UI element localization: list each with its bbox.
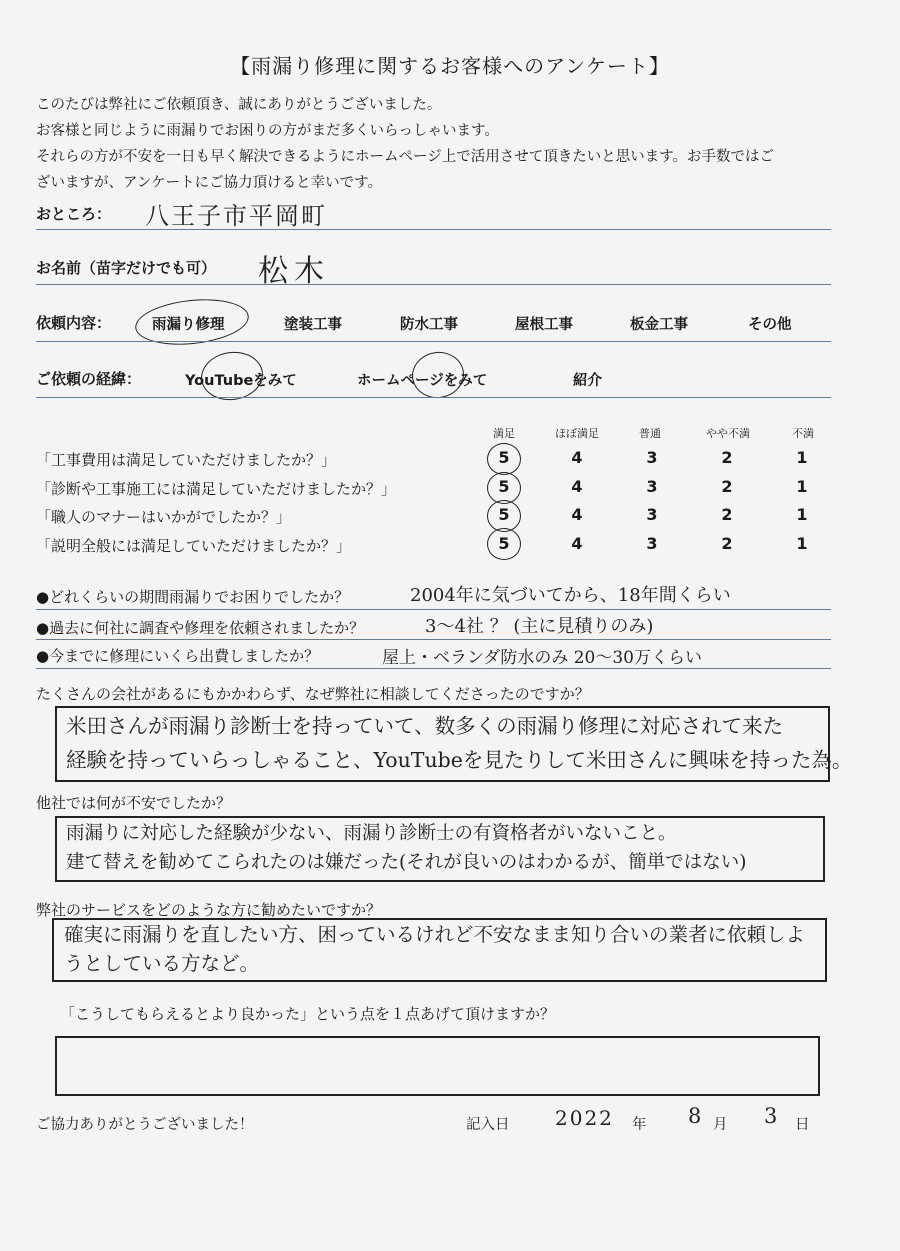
question-reason: たくさんの会社があるにもかかわらず、なぜ弊社に相談してくださったのですか？ xyxy=(36,685,590,703)
answer-rule xyxy=(36,639,831,640)
rating-score[interactable]: 5 xyxy=(498,505,510,524)
selected-circle-mark xyxy=(198,348,266,404)
scale-header-mostly-satisfied: ほぼ満足 xyxy=(555,427,599,440)
rating-score[interactable]: 1 xyxy=(796,534,808,553)
address-rule xyxy=(36,229,831,230)
request-option-other[interactable]: その他 xyxy=(748,317,792,333)
rating-score[interactable]: 2 xyxy=(721,505,733,524)
rating-question-manners: 「職人のマナーはいかがでしたか？」 xyxy=(36,508,292,526)
name-label: お名前（苗字だけでも可） xyxy=(36,259,217,277)
rating-score[interactable]: 4 xyxy=(571,505,583,524)
rating-question-cost: 「工事費用は満足していただけましたか？」 xyxy=(36,451,337,469)
intro-text xyxy=(36,92,836,196)
question-worry: 他社では何が不安でしたか？ xyxy=(36,794,232,812)
rating-score[interactable]: 4 xyxy=(571,477,583,496)
address-label: おところ： xyxy=(36,205,112,223)
date-day-unit: 日 xyxy=(795,1117,810,1133)
request-option-painting[interactable]: 塗装工事 xyxy=(284,317,342,333)
request-rule xyxy=(36,341,831,342)
scale-header-somewhat-dissatisfied: やや不満 xyxy=(706,427,750,440)
request-option-roofing[interactable]: 屋根工事 xyxy=(515,317,573,333)
rating-score[interactable]: 2 xyxy=(721,534,733,553)
rating-score[interactable]: 3 xyxy=(646,448,658,467)
address-value[interactable]: 八王子市平岡町 xyxy=(145,202,327,230)
rating-score[interactable]: 1 xyxy=(796,505,808,524)
rating-score[interactable]: 3 xyxy=(646,505,658,524)
question-spending: ●今までに修理にいくら出費しましたか？ xyxy=(36,647,320,665)
answer-line: 雨漏りに対応した経験が少ない、雨漏り診断士の有資格者がいないこと。 xyxy=(66,823,677,844)
rating-score[interactable]: 5 xyxy=(498,534,510,553)
rating-score[interactable]: 1 xyxy=(796,448,808,467)
rating-score[interactable]: 3 xyxy=(646,477,658,496)
request-label: 依頼内容： xyxy=(36,314,112,332)
answer-line: 確実に雨漏りを直したい方、困っているけれど不安なまま知り合いの業者に依頼しよ xyxy=(64,923,806,946)
scale-header-satisfied: 満足 xyxy=(493,427,515,440)
intro-line: お客様と同じように雨漏りでお困りの方がまだ多くいらっしゃいます。 xyxy=(36,123,499,139)
scale-header-dissatisfied: 不満 xyxy=(792,427,814,440)
answer-duration[interactable]: 2004年に気づいてから、18年間くらい xyxy=(410,585,731,606)
answer-rule xyxy=(36,609,831,610)
rating-score[interactable]: 5 xyxy=(498,477,510,496)
rating-score[interactable]: 2 xyxy=(721,477,733,496)
rating-question-explanation: 「説明全般には満足していただけましたか？」 xyxy=(36,537,352,555)
route-option-referral[interactable]: 紹介 xyxy=(573,373,602,389)
date-month[interactable]: 8 xyxy=(688,1104,702,1128)
question-recommend: 弊社のサービスをどのような方に勧めたいですか？ xyxy=(36,901,382,919)
intro-line: ざいますが、アンケートにご協力頂けると幸いです。 xyxy=(36,175,382,191)
rating-question-diagnosis: 「診断や工事施工には満足していただけましたか？」 xyxy=(36,480,397,498)
intro-line: それらの方が不安を一日も早く解決できるようにホームページ上で活用させて頂きたいと思います。お手数ではご xyxy=(36,149,775,165)
date-month-unit: 月 xyxy=(713,1117,728,1133)
rating-score[interactable]: 2 xyxy=(721,448,733,467)
name-rule xyxy=(36,284,831,285)
intro-line: このたびは弊社にご依頼頂き、誠にありがとうございました。 xyxy=(36,97,442,113)
form-title: 【雨漏り修理に関するお客様へのアンケート】 xyxy=(230,54,670,78)
selected-circle-mark xyxy=(487,528,521,560)
selected-circle-mark xyxy=(409,349,467,402)
date-year[interactable]: 2022 xyxy=(555,1106,614,1130)
answer-line: うとしている方など。 xyxy=(64,952,260,975)
date-day[interactable]: 3 xyxy=(764,1104,778,1128)
question-companies: ●過去に何社に調査や修理を依頼されましたか？ xyxy=(36,619,365,637)
rating-score[interactable]: 4 xyxy=(571,448,583,467)
selected-circle-mark xyxy=(487,443,521,475)
route-rule xyxy=(36,397,831,398)
date-year-unit: 年 xyxy=(632,1117,647,1133)
answer-rule xyxy=(36,668,831,669)
route-option-youtube[interactable]: YouTubeをみて xyxy=(185,373,297,389)
answer-line: 経験を持っていらっしゃること、YouTubeを見たりして米田さんに興味を持った為。 xyxy=(66,748,853,772)
rating-score[interactable]: 4 xyxy=(571,534,583,553)
request-option-roof-leak[interactable]: 雨漏り修理 xyxy=(152,317,225,333)
answer-line: 建て替えを勧めてこられたのは嫌だった(それが良いのはわかるが、簡単ではない) xyxy=(66,852,747,873)
thanks-text: ご協力ありがとうございました！ xyxy=(36,1117,254,1133)
rating-score[interactable]: 3 xyxy=(646,534,658,553)
name-value[interactable]: 松木 xyxy=(258,254,330,289)
answer-line: 米田さんが雨漏り診断士を持っていて、数多くの雨漏り修理に対応されて来た xyxy=(66,714,784,738)
answer-spending[interactable]: 屋上・ベランダ防水のみ 20～30万くらい xyxy=(382,648,702,668)
route-option-homepage[interactable]: ホームページをみて xyxy=(357,373,488,389)
rating-score[interactable]: 5 xyxy=(498,448,510,467)
date-label: 記入日 xyxy=(466,1117,510,1133)
request-option-sheet-metal[interactable]: 板金工事 xyxy=(630,317,688,333)
answer-box-improve[interactable] xyxy=(55,1036,820,1096)
answer-companies[interactable]: 3～4社 ？ (主に見積りのみ) xyxy=(425,616,654,637)
question-duration: ●どれくらいの期間雨漏りでお困りでしたか？ xyxy=(36,588,350,606)
rating-score[interactable]: 1 xyxy=(796,477,808,496)
route-label: ご依頼の経緯： xyxy=(36,370,142,388)
scale-header-neutral: 普通 xyxy=(639,427,661,440)
question-improve: 「こうしてもらえるとより良かった」という点を１点あげて頂けますか？ xyxy=(60,1005,556,1023)
request-option-waterproofing[interactable]: 防水工事 xyxy=(400,317,458,333)
